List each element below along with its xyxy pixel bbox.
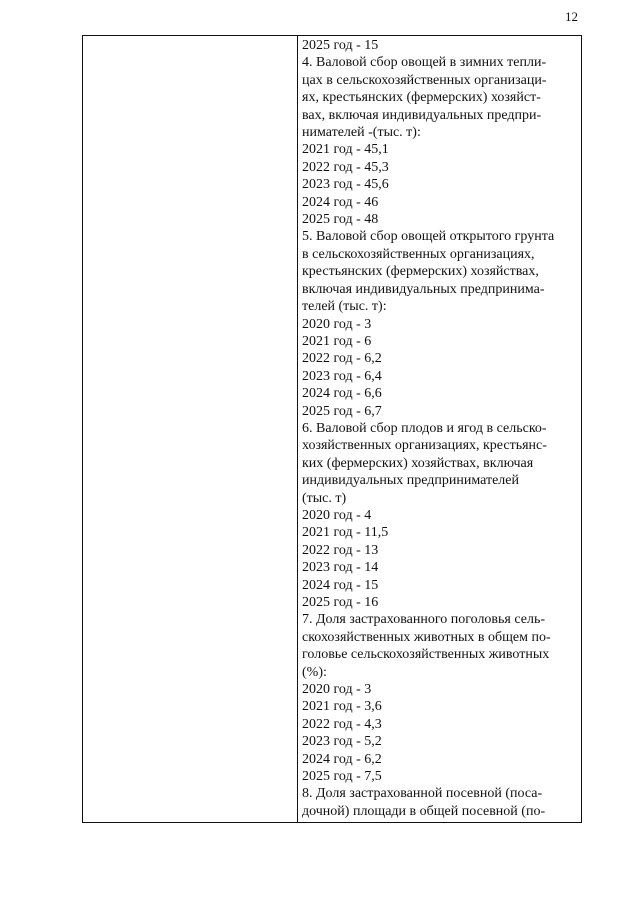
right-cell <box>298 36 582 823</box>
text-line: 2025 год - 6,7 <box>302 403 382 419</box>
page-number: 12 <box>565 9 578 24</box>
text-line: 2025 год - 7,5 <box>302 769 382 785</box>
text-line: 2025 год - 16 <box>302 595 379 610</box>
text-line: крестьянских (фермерских) хозяйствах, <box>302 264 539 280</box>
text-line: (%): <box>302 664 327 680</box>
text-line: 6. Валовой сбор плодов и ягод в сельско- <box>302 420 547 436</box>
text-line: 2022 год - 13 <box>302 542 379 558</box>
text-line: хозяйственных организациях, крестьянс- <box>302 438 547 454</box>
text-line: цах в сельскохозяйственных организаци- <box>302 72 547 88</box>
text-line: 2021 год - 3,6 <box>302 699 382 715</box>
document-table <box>82 35 582 823</box>
text-line: 2025 год - 15 <box>302 38 379 53</box>
text-line: головье сельскохозяйственных животных <box>302 647 550 663</box>
text-line: вах, включая индивидуальных предпри- <box>302 107 542 123</box>
text-line: 2023 год - 14 <box>302 560 379 576</box>
text-line: (тыс. т) <box>302 490 347 506</box>
text-line: ких (фермерских) хозяйствах, включая <box>302 455 534 471</box>
text-line: нимателей -(тыс. т): <box>302 125 421 141</box>
text-line: индивидуальных предпринимателей <box>302 473 519 489</box>
text-line: 2022 год - 6,2 <box>302 351 382 367</box>
text-line: 2024 год - 6,6 <box>302 386 382 402</box>
text-line: 2024 год - 15 <box>302 577 379 593</box>
text-line: 7. Доля застрахованного поголовья сель- <box>302 612 545 628</box>
text-line: 2023 год - 5,2 <box>302 734 382 750</box>
text-line: ях, крестьянских (фермерских) хозяйст- <box>302 90 541 106</box>
text-line: включая индивидуальных предпринима- <box>302 281 545 297</box>
table-row <box>83 36 582 823</box>
text-line: 4. Валовой сбор овощей в зимних тепли- <box>302 55 547 71</box>
text-line: 5. Валовой сбор овощей открытого грунта <box>302 229 555 245</box>
text-line: 2024 год - 46 <box>302 194 379 210</box>
text-line: 8. Доля застрахованной посевной (поса- <box>302 786 543 802</box>
text-line: 2021 год - 6 <box>302 333 372 349</box>
text-line: 2024 год - 6,2 <box>302 751 382 767</box>
text-line: 2021 год - 11,5 <box>302 525 389 541</box>
text-line: 2020 год - 3 <box>302 682 372 698</box>
text-line: скохозяйственных животных в общем по- <box>302 629 551 645</box>
text-line: 2022 год - 4,3 <box>302 716 382 732</box>
left-cell <box>83 36 298 823</box>
text-line: 2025 год - 48 <box>302 212 379 228</box>
text-line: телей (тыс. т): <box>302 299 387 315</box>
text-line: 2023 год - 6,4 <box>302 368 382 384</box>
text-line: дочной) площади в общей посевной (по- <box>302 803 546 819</box>
right-cell-text <box>298 36 581 820</box>
text-line: 2020 год - 3 <box>302 316 372 332</box>
text-line: 2022 год - 45,3 <box>302 159 389 175</box>
text-line: 2021 год - 45,1 <box>302 142 389 158</box>
text-line: в сельскохозяйственных организациях, <box>302 246 535 262</box>
text-line: 2023 год - 45,6 <box>302 177 389 193</box>
text-line: 2020 год - 4 <box>302 507 372 523</box>
